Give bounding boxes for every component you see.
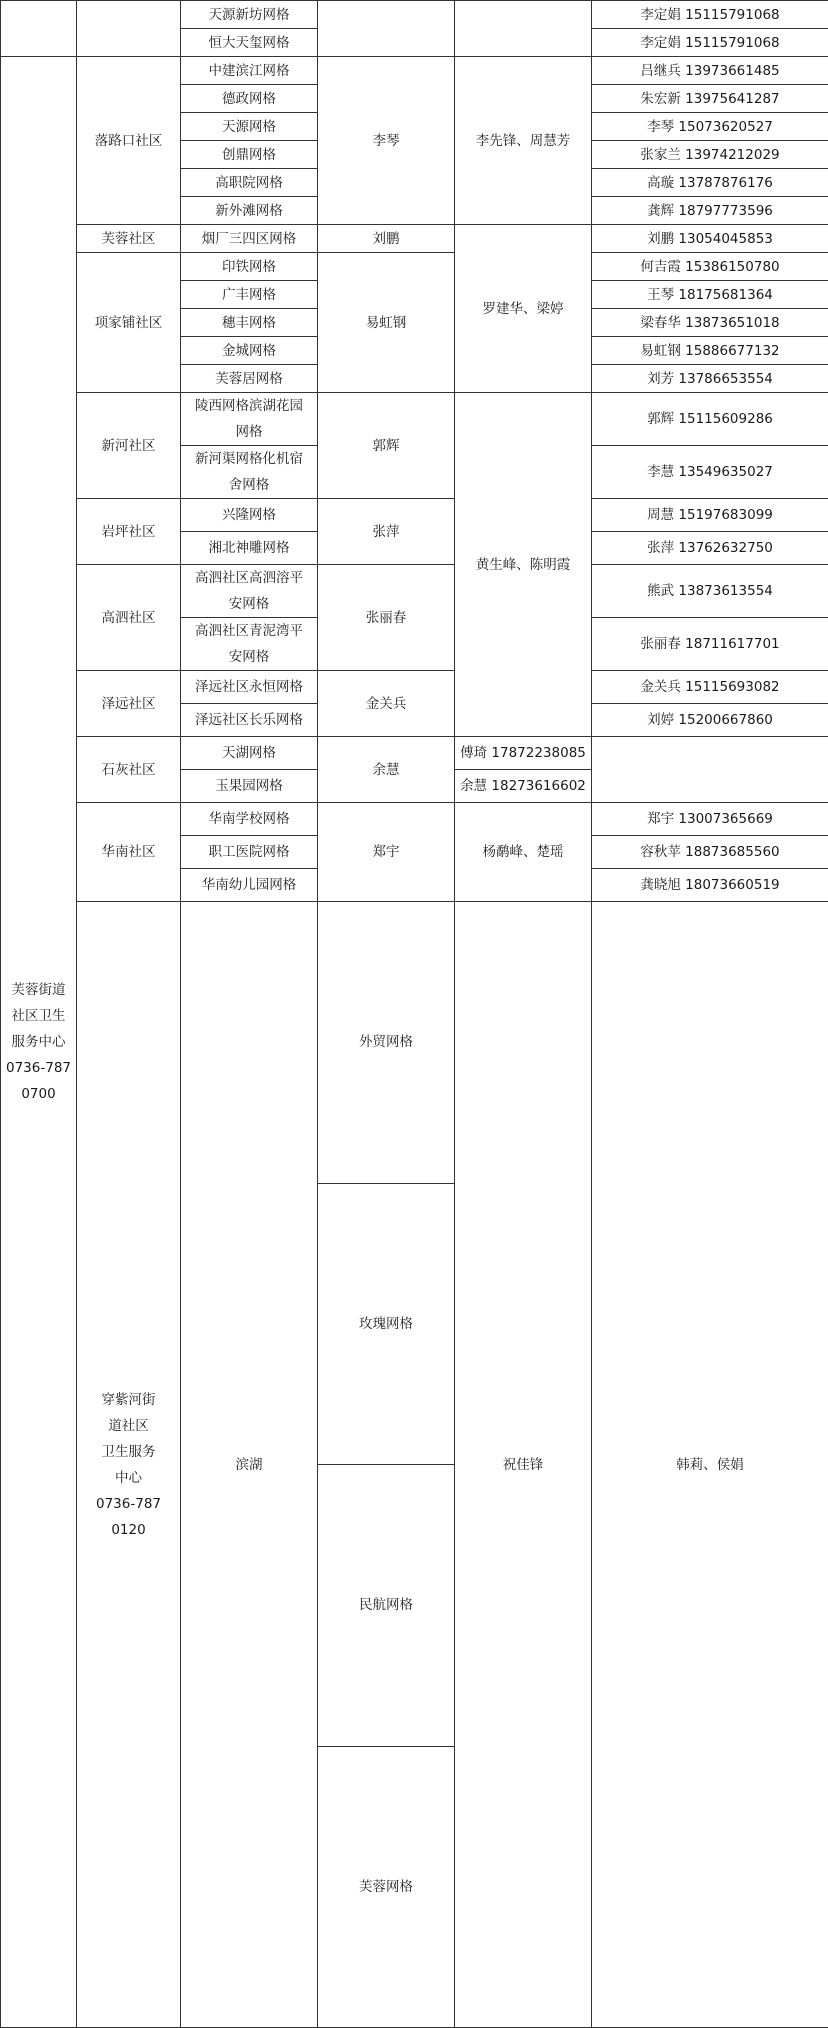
grid-contact: 傅琦 17872238085 xyxy=(455,737,592,770)
grid-contact: 李琴 15073620527 xyxy=(592,113,828,141)
grid-name: 泽远社区长乐网格 xyxy=(181,704,318,737)
table-row xyxy=(1,1,828,29)
table-row xyxy=(1,57,828,85)
grid-name: 天源网格 xyxy=(181,113,318,141)
table-row xyxy=(1,499,828,532)
community-leader: 张萍 xyxy=(318,499,455,565)
community-name: 泽远社区 xyxy=(77,671,181,737)
grid-name: 高泗社区高泗溶平 安网格 xyxy=(181,565,318,618)
table-row xyxy=(1,225,828,253)
grid-contact: 梁春华 13873651018 xyxy=(592,309,828,337)
grid-contact: 容秋苹 18873685560 xyxy=(592,836,828,869)
health-center-furong: 芙蓉街道 社区卫生 服务中心 0736-787 0700 xyxy=(1,57,77,2028)
grid-name: 高泗社区青泥湾平 安网格 xyxy=(181,618,318,671)
grid-contact: 张家兰 13974212029 xyxy=(592,141,828,169)
grid-name: 职工医院网格 xyxy=(181,836,318,869)
community-name: 芙蓉社区 xyxy=(77,225,181,253)
grid-name: 兴隆网格 xyxy=(181,499,318,532)
grid-contact: 金关兵 15115693082 xyxy=(592,671,828,704)
leader-cell xyxy=(318,1,455,57)
center-cell xyxy=(1,1,77,57)
grid-contact: 李定娟 15115791068 xyxy=(592,1,828,29)
grid-contact: 李定娟 15115791068 xyxy=(592,29,828,57)
grid-name: 新河渠网格化机宿 舍网格 xyxy=(181,446,318,499)
grid-contact: 易虹钢 15886677132 xyxy=(592,337,828,365)
grid-contact: 高璇 13787876176 xyxy=(592,169,828,197)
community-cell xyxy=(77,1,181,57)
grid-contact: 刘婷 15200667860 xyxy=(592,704,828,737)
grid-name: 中建滨江网格 xyxy=(181,57,318,85)
grid-name: 外贸网格 xyxy=(318,902,455,1184)
community-leader: 郭辉 xyxy=(318,393,455,499)
community-leader: 刘鹏 xyxy=(318,225,455,253)
grid-name: 穗丰网格 xyxy=(181,309,318,337)
grid-name: 华南学校网格 xyxy=(181,803,318,836)
grid-name: 玉果园网格 xyxy=(181,770,318,803)
grid-name: 芙蓉居网格 xyxy=(181,365,318,393)
table-row xyxy=(1,803,828,836)
grid-name: 恒大天玺网格 xyxy=(181,29,318,57)
grid-name: 新外滩网格 xyxy=(181,197,318,225)
community-leader: 张丽春 xyxy=(318,565,455,671)
grid-contact: 龚辉 18797773596 xyxy=(592,197,828,225)
community-name: 落路口社区 xyxy=(77,57,181,225)
grid-contact: 李慧 13549635027 xyxy=(592,446,828,499)
table-row xyxy=(1,902,828,1184)
grid-name: 德政网格 xyxy=(181,85,318,113)
doctors: 罗建华、梁婷 xyxy=(455,225,592,393)
grid-name: 广丰网格 xyxy=(181,281,318,309)
table-row xyxy=(1,565,828,618)
community-name: 新河社区 xyxy=(77,393,181,499)
health-center-chuanzi: 穿紫河街 道社区 卫生服务 中心 0736-787 0120 xyxy=(77,902,181,2028)
table-row xyxy=(1,253,828,281)
community-leader: 郑宇 xyxy=(318,803,455,902)
grid-name: 民航网格 xyxy=(318,1465,455,1747)
grid-name: 天湖网格 xyxy=(181,737,318,770)
grid-contact: 龚晓旭 18073660519 xyxy=(592,869,828,902)
doctors: 李先锋、周慧芳 xyxy=(455,57,592,225)
grid-name: 华南幼儿园网格 xyxy=(181,869,318,902)
grid-contact: 刘芳 13786653554 xyxy=(592,365,828,393)
grid-contact: 刘鹏 13054045853 xyxy=(592,225,828,253)
grid-name: 天源新坊网格 xyxy=(181,1,318,29)
grid-name: 玫瑰网格 xyxy=(318,1183,455,1465)
community-leader: 祝佳锋 xyxy=(455,902,592,2028)
grid-contact: 何吉霞 15386150780 xyxy=(592,253,828,281)
grid-name: 高职院网格 xyxy=(181,169,318,197)
table-row xyxy=(1,737,828,770)
grid-name: 泽远社区永恒网格 xyxy=(181,671,318,704)
grid-name: 创鼎网格 xyxy=(181,141,318,169)
grid-contact: 张丽春 18711617701 xyxy=(592,618,828,671)
grid-contact: 熊武 13873613554 xyxy=(592,565,828,618)
grid-contact: 朱宏新 13975641287 xyxy=(592,85,828,113)
doctors-cell xyxy=(455,1,592,57)
community-name: 滨湖 xyxy=(181,902,318,2028)
grid-name: 印铁网格 xyxy=(181,253,318,281)
grid-contact: 王琴 18175681364 xyxy=(592,281,828,309)
table-row xyxy=(1,393,828,446)
community-name: 高泗社区 xyxy=(77,565,181,671)
doctors: 杨鹬峰、楚瑶 xyxy=(455,803,592,902)
grid-contact: 张萍 13762632750 xyxy=(592,532,828,565)
community-leader: 李琴 xyxy=(318,57,455,225)
grid-name: 湘北神雕网格 xyxy=(181,532,318,565)
grid-name: 烟厂三四区网格 xyxy=(181,225,318,253)
community-name: 岩坪社区 xyxy=(77,499,181,565)
grid-contact: 郭辉 15115609286 xyxy=(592,393,828,446)
doctors: 韩莉、侯娟 xyxy=(592,902,828,2028)
table-row xyxy=(1,671,828,704)
community-name: 石灰社区 xyxy=(77,737,181,803)
grid-name: 金城网格 xyxy=(181,337,318,365)
community-name: 项家铺社区 xyxy=(77,253,181,393)
grid-contact: 周慧 15197683099 xyxy=(592,499,828,532)
grid-name: 陵西网格滨湖花园 网格 xyxy=(181,393,318,446)
community-leader: 金关兵 xyxy=(318,671,455,737)
community-leader: 易虹钢 xyxy=(318,253,455,393)
grid-name: 芙蓉网格 xyxy=(318,1746,455,2028)
grid-contact: 吕继兵 13973661485 xyxy=(592,57,828,85)
doctors: 黄生峰、陈明霞 xyxy=(455,393,592,737)
grid-contact: 郑宇 13007365669 xyxy=(592,803,828,836)
community-name: 华南社区 xyxy=(77,803,181,902)
community-leader: 余慧 xyxy=(318,737,455,803)
grid-contact: 余慧 18273616602 xyxy=(455,770,592,803)
